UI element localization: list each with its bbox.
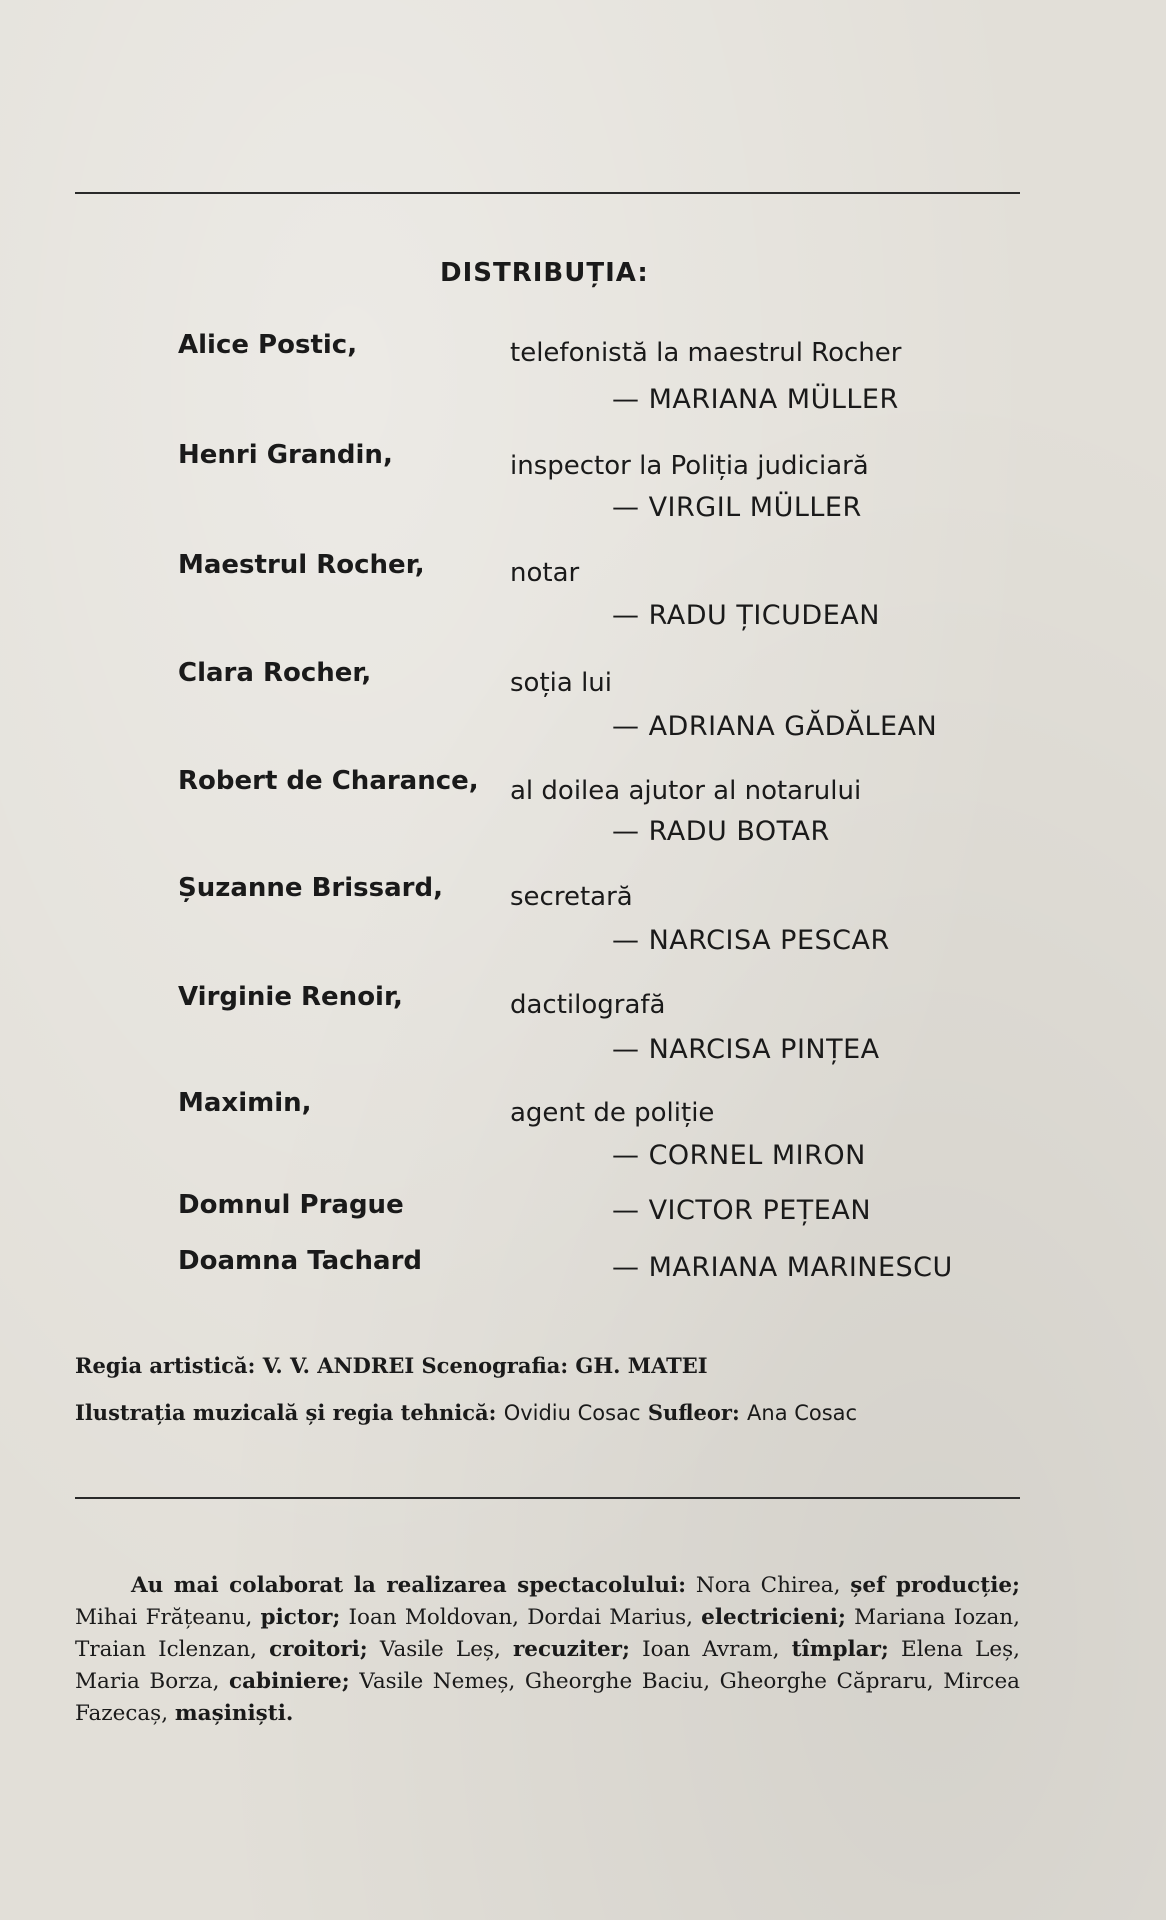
actor-name: — VICTOR PEȚEAN xyxy=(612,1195,872,1226)
collaborator-names: Ioan Moldovan, Dordai Marius, xyxy=(348,1605,693,1630)
character-name: Alice Postic, xyxy=(178,330,358,360)
character-role: telefonistă la maestrul Rocher xyxy=(510,338,902,368)
collaborator-role: pictor; xyxy=(260,1605,341,1630)
character-name: Robert de Charance, xyxy=(178,766,479,796)
character-role: al doilea ajutor al notarului xyxy=(510,776,862,806)
character-role: notar xyxy=(510,558,580,588)
cast-heading: DISTRIBUȚIA: xyxy=(440,258,649,288)
collaborator-names: Nora Chirea, xyxy=(695,1573,841,1598)
collaborator-role: electricieni; xyxy=(701,1605,846,1630)
collaborator-names: Mariana Iozan, Traian Iclenzan, xyxy=(75,1605,1020,1662)
music-credits xyxy=(75,1400,1020,1425)
direction-credits xyxy=(75,1353,1020,1378)
actor-name: — RADU ȚICUDEAN xyxy=(612,600,880,631)
actor-name: — ADRIANA GĂDĂLEAN xyxy=(612,711,938,742)
collaborators-paragraph xyxy=(75,1570,1020,1730)
character-role: inspector la Poliția judiciară xyxy=(510,451,869,481)
collaborator-names: Vasile Leș, xyxy=(379,1637,501,1662)
collaborator-names: Vasile Nemeș, Gheorghe Baciu, Gheorghe Căpraru, Mircea Fazecaș, xyxy=(75,1669,1020,1726)
actor-name: — MARIANA MÜLLER xyxy=(612,384,899,415)
character-name: Maximin, xyxy=(178,1088,312,1118)
character-name: Henri Grandin, xyxy=(178,440,393,470)
character-role: agent de poliție xyxy=(510,1098,715,1128)
actor-name: — CORNEL MIRON xyxy=(612,1140,866,1171)
actor-name: — MARIANA MARINESCU xyxy=(612,1252,953,1283)
character-name: Clara Rocher, xyxy=(178,658,372,688)
collaborator-role: mașiniști. xyxy=(174,1701,294,1726)
bottom-divider xyxy=(75,1497,1020,1499)
collaborators-intro: Au mai colaborat la realizarea spectacolului: xyxy=(131,1573,687,1598)
actor-name: — NARCISA PESCAR xyxy=(612,925,890,956)
collaborator-names: Elena Leș, Maria Borza, xyxy=(75,1637,1021,1694)
actor-name: — RADU BOTAR xyxy=(612,816,830,847)
character-name: Domnul Prague xyxy=(178,1190,404,1220)
collaborator-names: Mihai Frățeanu, xyxy=(75,1605,253,1630)
sufleor-name: Ana Cosac xyxy=(747,1401,858,1425)
collaborator-role: șef producție; xyxy=(850,1573,1020,1598)
collaborator-role: cabiniere; xyxy=(229,1669,350,1694)
character-role: secretară xyxy=(510,882,633,912)
character-role: dactilografă xyxy=(510,990,666,1020)
character-name: Virginie Renoir, xyxy=(178,982,403,1012)
character-name: Maestrul Rocher, xyxy=(178,550,425,580)
regia-label: Regia artistică: xyxy=(75,1353,256,1378)
regia-name: V. V. ANDREI xyxy=(262,1353,415,1378)
collaborator-role: recuziter; xyxy=(512,1637,630,1662)
character-name: Doamna Tachard xyxy=(178,1246,423,1276)
character-name: Șuzanne Brissard, xyxy=(178,873,443,903)
actor-name: — NARCISA PINȚEA xyxy=(612,1034,880,1065)
ilustratia-name: Ovidiu Cosac xyxy=(503,1401,641,1425)
collaborator-names: Ioan Avram, xyxy=(642,1637,780,1662)
sufleor-label: Sufleor: xyxy=(647,1400,740,1425)
actor-name: — VIRGIL MÜLLER xyxy=(612,492,862,523)
scenografia-name: GH. MATEI xyxy=(575,1353,708,1378)
ilustratia-label: Ilustrația muzicală și regia tehnică: xyxy=(75,1400,497,1425)
scenografia-label: Scenografia: xyxy=(421,1353,569,1378)
collaborator-role: tîmplar; xyxy=(791,1637,889,1662)
character-role: soția lui xyxy=(510,668,612,698)
collaborator-role: croitori; xyxy=(269,1637,368,1662)
